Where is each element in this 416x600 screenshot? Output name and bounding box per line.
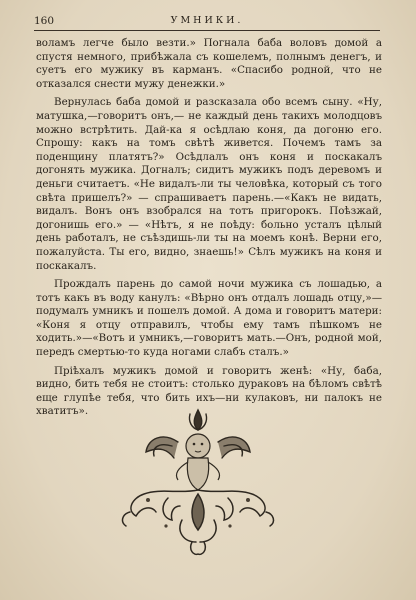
body-text [36, 37, 382, 424]
header-rule [34, 30, 380, 31]
page-header [34, 12, 380, 28]
paragraph: Прождалъ парень до самой ночи мужика съ лошадью, а тотъ какъ въ воду канулъ: «Вѣрно онъ отдалъ лошадь отцу,»—подумалъ умникъ и пошелъ домой. А дома и говоритъ матери: «Коня я отцу отправилъ, чтобы ему тамъ пѣшкомъ не ходить.»—«Вотъ и умникъ,—говоритъ мать.—Онъ, родной мой, передъ смертью-то куда ногами слабъ сталъ.» [36, 278, 382, 359]
paragraph: воламъ легче было везти.» Погнала баба воловъ домой а спустя немного, прибѣжала съ кошелемъ, полнымъ денегъ, и суетъ его мужику въ карманъ. «Спасибо родной, что не отказался снести мужу денежки.» [36, 37, 382, 90]
page-number: 160 [34, 15, 55, 27]
decorative-vignette [108, 402, 288, 562]
paragraph: Пріѣхалъ мужикъ домой и говоритъ женѣ: «Ну, баба, видно, бить тебя не стоитъ: столько дураковъ на бѣломъ свѣтѣ еще глупѣе тебя, что бить ихъ—ни кулаковъ, ни палокъ не хватитъ». [36, 364, 382, 418]
running-title: УМНИКИ. [170, 15, 244, 26]
paragraph: Вернулась баба домой и разсказала обо всемъ сыну. «Ну, матушка,—говоритъ онъ,— не каждый день такихъ молодцовъ можно встрѣтить. Дай-ка я осѣдлаю коня, да догоню его. Спрошу: какъ на томъ свѣтѣ живется. Почемъ тамъ за поденщину платятъ?» Осѣдлалъ онъ коня и поскакалъ догонять мужика. Догналъ; сидитъ мужикъ подъ деревомъ и деньги считаетъ. «Не видалъ-ли ты человѣка, который съ того свѣта пришелъ?» — спрашиваетъ парень.—«Какъ не видать, видалъ. Вонъ онъ взобрался на тотъ пригорокъ. Поѣзжай, догонишь его.» — «Нѣтъ, я не поѣду: больно усталъ цѣлый день работалъ, не съѣздишь-ли ты на моемъ конѣ. Верни его, пожалуйста. Ты его, видно, знаешь!» Сѣлъ мужикъ на коня и поскакалъ. [36, 96, 382, 272]
